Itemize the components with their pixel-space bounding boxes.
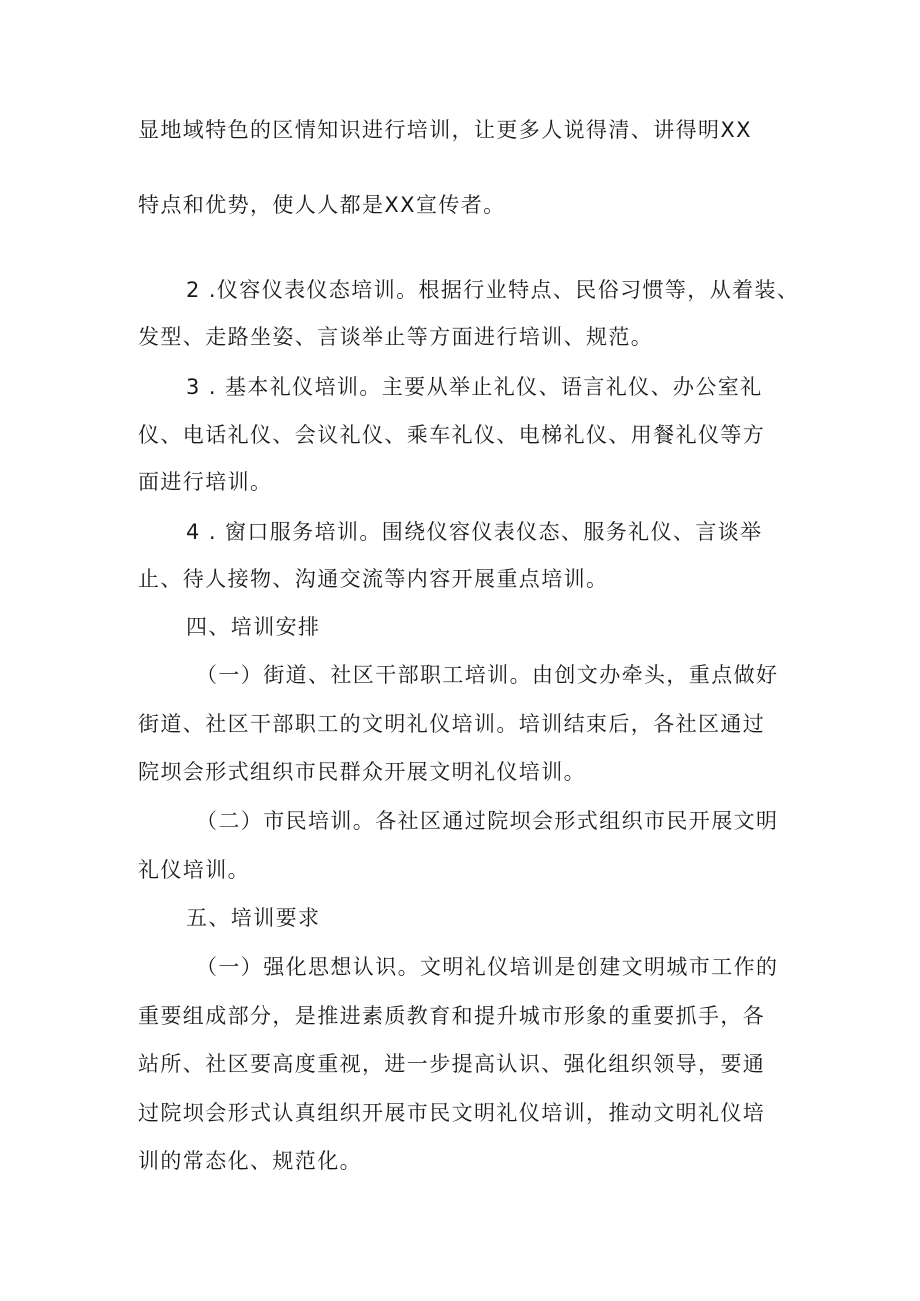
subsection-1-line: 院坝会形式组织市民群众开展文明礼仪培训。	[138, 760, 586, 784]
subsection-1-line: 街道、社区干部职工的文明礼仪培训。培训结束后，各社区通过	[138, 712, 766, 736]
list-item-3-line: 3 . 基本礼仪培训。主要从举止礼仪、语言礼仪、办公室礼	[186, 375, 763, 399]
list-item-3-line: 面进行培训。	[138, 470, 273, 494]
list-item-4-line: 止、待人接物、沟通交流等内容开展重点培训。	[138, 567, 609, 591]
subsection-2-line: （二）市民培训。各社区通过院坝会形式组织市民开展文明	[196, 809, 779, 833]
requirement-1-line: （一）强化思想认识。文明礼仪培训是创建文明城市工作的	[196, 955, 779, 979]
requirement-1-line: 重要组成部分，是推进素质教育和提升城市形象的重要抓手，各	[138, 1004, 766, 1028]
list-item-3-line: 仪、电话礼仪、会议礼仪、乘车礼仪、电梯礼仪、用餐礼仪等方	[138, 423, 766, 447]
list-item-4-line: 4 . 窗口服务培训。围绕仪容仪表仪态、服务礼仪、言谈举	[186, 520, 763, 544]
subsection-2-line: 礼仪培训。	[138, 858, 250, 882]
section-heading-5: 五、培训要求	[186, 906, 321, 930]
requirement-1-line: 过院坝会形式认真组织开展市民文明礼仪培训，推动文明礼仪培	[138, 1101, 766, 1125]
paragraph-line: 特点和优势，使人人都是XX宣传者。	[138, 193, 506, 217]
section-heading-4: 四、培训安排	[186, 615, 321, 639]
paragraph-line: 显地域特色的区情知识进行培训，让更多人说得清、讲得明XX	[138, 118, 752, 142]
subsection-1-line: （一）街道、社区干部职工培训。由创文办牵头，重点做好	[196, 663, 779, 687]
list-item-2-line: 发型、走路坐姿、言谈举止等方面进行培训、规范。	[138, 325, 654, 349]
list-item-2-line: 2 .仪容仪表仪态培训。根据行业特点、民俗习惯等，从着装、	[186, 278, 800, 302]
requirement-1-line: 站所、社区要高度重视，进一步提高认识、强化组织领导，要通	[138, 1052, 766, 1076]
requirement-1-line: 训的常态化、规范化。	[138, 1149, 362, 1173]
